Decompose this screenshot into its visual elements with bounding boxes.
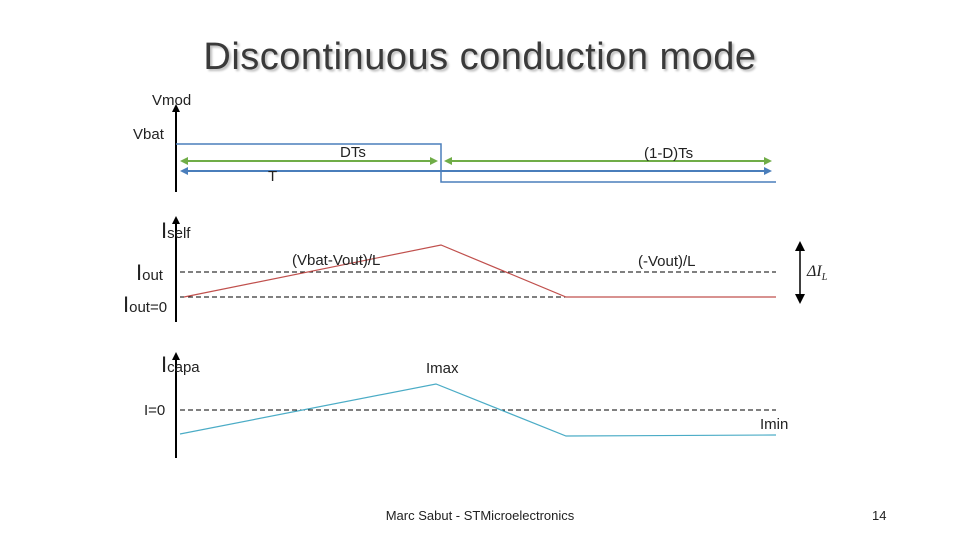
page-title: Discontinuous conduction mode	[203, 36, 757, 78]
vbat-label: Vbat	[133, 126, 164, 143]
iself-axis-label: Iself	[161, 218, 191, 243]
icapa-axis-label: Icapa	[161, 352, 200, 377]
page-number: 14	[872, 508, 887, 523]
iout0-label: Iout=0	[123, 292, 168, 317]
period-label: T	[268, 168, 278, 185]
rise-slope-label: (Vbat-Vout)/L	[292, 252, 381, 269]
footer-credit: Marc Sabut - STMicroelectronics	[385, 508, 575, 523]
ripple-label: $\Delta I_L$	[807, 263, 828, 284]
zero-current-label: I=0	[144, 402, 166, 419]
imax-label: Imax	[426, 360, 459, 377]
vmod-axis-label: Vmod	[152, 92, 192, 109]
imin-label: Imin	[760, 416, 789, 433]
off-time-label: (1-D)Ts	[644, 145, 694, 162]
fall-slope-label: (-Vout)/L	[638, 253, 696, 270]
dts-label: DTs	[340, 144, 366, 161]
iout-label: Iout	[136, 260, 163, 285]
